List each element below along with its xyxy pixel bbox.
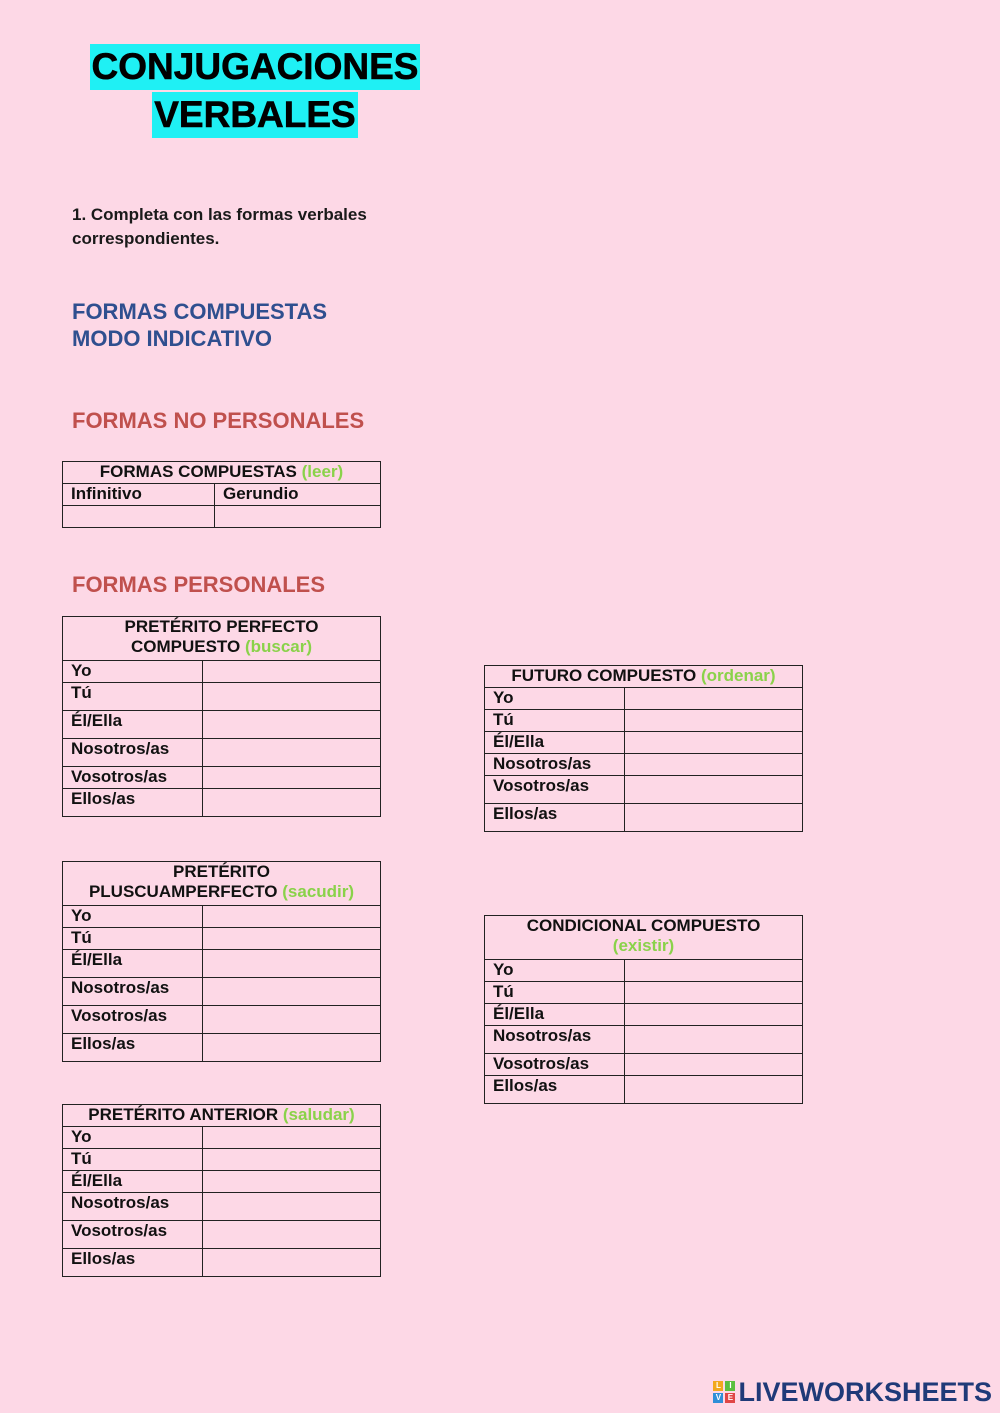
answer-cell[interactable] <box>625 754 803 776</box>
table-title-text: PRETÉRITO ANTERIOR <box>88 1105 279 1124</box>
logo-letter: E <box>725 1393 735 1403</box>
pronoun-cell: Nosotros/as <box>63 1193 203 1221</box>
table-title-line-1: PRETÉRITO <box>173 862 270 881</box>
no-personales-table <box>62 461 381 528</box>
answer-cell[interactable] <box>203 928 381 950</box>
answer-cell[interactable] <box>203 906 381 928</box>
answer-cell[interactable] <box>625 688 803 710</box>
table-title-line-2: COMPUESTO <box>130 637 241 656</box>
pronoun-cell: Yo <box>63 906 203 928</box>
pronoun-cell: Tú <box>63 683 203 711</box>
pronoun-cell: Vosotros/as <box>63 1006 203 1034</box>
pronoun-cell: Yo <box>485 688 625 710</box>
pronoun-cell: Tú <box>63 928 203 950</box>
anterior-table-title <box>63 1105 381 1127</box>
answer-cell-gerundio[interactable] <box>215 506 381 528</box>
answer-cell[interactable] <box>203 1149 381 1171</box>
pronoun-cell: Nosotros/as <box>63 978 203 1006</box>
pronoun-cell: Tú <box>485 710 625 732</box>
pronoun-cell: Vosotros/as <box>485 1054 625 1076</box>
answer-cell[interactable] <box>625 1054 803 1076</box>
table-title-text: FUTURO COMPUESTO <box>511 666 697 685</box>
answer-cell[interactable] <box>203 1006 381 1034</box>
section-heading <box>72 298 327 352</box>
answer-cell[interactable] <box>203 683 381 711</box>
pronoun-cell: Tú <box>485 982 625 1004</box>
answer-cell[interactable] <box>203 767 381 789</box>
col-gerundio: Gerundio <box>215 484 381 506</box>
futuro-table <box>484 665 803 832</box>
pronoun-cell: Nosotros/as <box>63 739 203 767</box>
answer-cell[interactable] <box>625 1004 803 1026</box>
answer-cell[interactable] <box>203 1193 381 1221</box>
logo-letter: V <box>713 1393 723 1403</box>
answer-cell[interactable] <box>625 960 803 982</box>
answer-cell[interactable] <box>625 732 803 754</box>
table-title-text: CONDICIONAL COMPUESTO <box>526 916 761 935</box>
title-line-2: VERBALES <box>152 92 357 138</box>
section-heading-line-1: FORMAS COMPUESTAS <box>72 299 328 324</box>
pronoun-cell: Yo <box>63 1127 203 1149</box>
answer-cell[interactable] <box>203 711 381 739</box>
futuro-table-title <box>485 666 803 688</box>
answer-cell[interactable] <box>203 661 381 683</box>
answer-cell[interactable] <box>625 982 803 1004</box>
answer-cell[interactable] <box>625 710 803 732</box>
answer-cell[interactable] <box>203 950 381 978</box>
pronoun-cell: Ellos/as <box>63 1034 203 1062</box>
answer-cell[interactable] <box>203 739 381 767</box>
pronoun-cell: Vosotros/as <box>63 1221 203 1249</box>
instruction-line-1: 1. Completa con las formas verbales <box>72 205 367 224</box>
answer-cell[interactable] <box>625 804 803 832</box>
answer-cell[interactable] <box>203 1171 381 1193</box>
answer-cell[interactable] <box>203 978 381 1006</box>
section-heading-line-2: MODO INDICATIVO <box>72 326 273 351</box>
instruction-line-2: correspondientes. <box>72 229 220 248</box>
table-title-text: FORMAS COMPUESTAS <box>99 462 297 481</box>
personales-heading: FORMAS PERSONALES <box>72 572 326 597</box>
table-title-line-1: PRETÉRITO PERFECTO <box>124 617 319 636</box>
verb-label: (sacudir) <box>282 882 355 901</box>
condicional-table <box>484 915 803 1104</box>
pronoun-cell: Ellos/as <box>485 804 625 832</box>
logo-letter: I <box>725 1381 735 1391</box>
pronoun-cell: Vosotros/as <box>485 776 625 804</box>
pronoun-cell: Él/Ella <box>63 950 203 978</box>
answer-cell[interactable] <box>625 1026 803 1054</box>
title-line-1: CONJUGACIONES <box>90 44 421 90</box>
logo-mark-icon <box>713 1381 735 1403</box>
pronoun-cell: Él/Ella <box>63 1171 203 1193</box>
perfecto-table <box>62 616 381 817</box>
pronoun-cell: Nosotros/as <box>485 1026 625 1054</box>
verb-label: (ordenar) <box>700 666 776 685</box>
pronoun-cell: Él/Ella <box>485 732 625 754</box>
verb-label: (existir) <box>612 936 675 955</box>
pronoun-cell: Ellos/as <box>485 1076 625 1104</box>
worksheet-title <box>60 44 450 138</box>
col-infinitivo: Infinitivo <box>63 484 215 506</box>
answer-cell[interactable] <box>203 1034 381 1062</box>
pronoun-cell: Vosotros/as <box>63 767 203 789</box>
pronoun-cell: Tú <box>63 1149 203 1171</box>
verb-label: (buscar) <box>244 637 313 656</box>
pronoun-cell: Ellos/as <box>63 1249 203 1277</box>
pronoun-cell: Él/Ella <box>63 711 203 739</box>
liveworksheets-logo <box>713 1377 992 1407</box>
answer-cell[interactable] <box>203 789 381 817</box>
answer-cell[interactable] <box>625 1076 803 1104</box>
logo-text: LIVEWORKSHEETS <box>738 1376 992 1407</box>
answer-cell[interactable] <box>625 776 803 804</box>
anterior-table <box>62 1104 381 1277</box>
pronoun-cell: Yo <box>485 960 625 982</box>
condicional-table-title <box>485 916 803 960</box>
answer-cell[interactable] <box>203 1221 381 1249</box>
verb-label: (leer) <box>301 462 344 481</box>
instruction-text <box>72 203 432 251</box>
pluscuamperfecto-table <box>62 861 381 1062</box>
answer-cell-infinitivo[interactable] <box>63 506 215 528</box>
no-personales-table-title <box>63 462 381 484</box>
no-personales-heading: FORMAS NO PERSONALES <box>72 408 365 433</box>
perfecto-table-title <box>63 617 381 661</box>
logo-letter: L <box>713 1381 723 1391</box>
pronoun-cell: Él/Ella <box>485 1004 625 1026</box>
verb-label: (saludar) <box>282 1105 355 1124</box>
answer-cell[interactable] <box>203 1249 381 1277</box>
answer-cell[interactable] <box>203 1127 381 1149</box>
pronoun-cell: Nosotros/as <box>485 754 625 776</box>
table-title-line-2: PLUSCUAMPERFECTO <box>88 882 278 901</box>
pronoun-cell: Yo <box>63 661 203 683</box>
pluscuamperfecto-table-title <box>63 862 381 906</box>
pronoun-cell: Ellos/as <box>63 789 203 817</box>
